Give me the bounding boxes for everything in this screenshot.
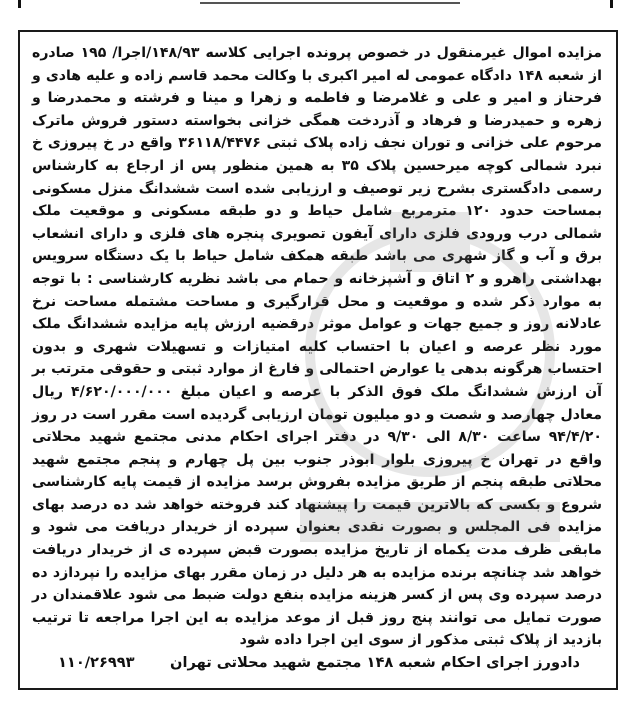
auction-notice [18,30,618,690]
previous-notice-fragment [200,0,460,4]
signature-line: دادورز اجرای احکام شعبه ۱۴۸ مجتمع شهید محلاتی تهران [170,654,580,671]
notice-body [32,42,602,652]
notice-paragraph: مزایده اموال غیرمنقول در خصوص پرونده اجرایی کلاسه ۱۴۸/۹۳/اجرا/ ۱۹۵ صادره از شعبه ۱۴۸ دادگاه عمومی له امیر اکبری با وکالت محمد قاسم زاده و علیه هادی و فرحناز و امیر و علی و غلامرضا و فاطمه و زهرا و مینا و فرشته و محمدرضا و زهره و حمیدرضا و فرهاد و آذردخت همگی خزانی بخواسته دستور فروش ماترک مرحوم علی خزانی و توران نجف زاده پلاک ثبتی ۳۶۱۱۸/۴۴۷۶ واقع در خ پیروزی خ نبرد شمالی کوچه میرحسین پلاک ۳۵ به همین منظور پس از ارجاع به کارشناس رسمی دادگستری بشرح زیر توصیف و ارزیابی شده است ششدانگ منزل مسکونی بمساحت حدود ۱۲۰ مترمربع شامل حیاط و دو طبقه مسکونی و موقعیت ملک شمالی درب ورودی فلزی دارای آیفون تصویری پنجره های فلزی و دارای انشعاب برق و آب و گاز شهری می باشد طبقه همکف شامل حیاط با یک دستگاه سرویس بهداشتی راهرو و ۲ اتاق و آشپزخانه و حمام می باشد نظریه کارشناسی : با توجه به موارد ذکر شده و موقعیت و محل قرارگیری و مساحت مشتمله مساحت نرخ عادلانه روز و جمیع جهات و عوامل موثر درقضیه ارزش پایه مزایده ششدانگ ملک مورد نظر عرصه و اعیان با احتساب کلیه امتیازات و تسهیلات شهری و بدون احتساب هرگونه بدهی یا عوارض احتمالی و فارغ از موارد ثبتی و حقوقی مترتب بر آن ارزش ششدانگ ملک فوق الذکر با عرصه و اعیان مبلغ ۴/۶۲۰/۰۰۰/۰۰۰ ریال معادل چهارصد و شصت و دو میلیون تومان ارزیابی گردیده است مقرر است در روز ۹۴/۴/۲۰ ساعت ۸/۳۰ الی ۹/۳۰ در دفتر اجرای احکام مدنی مجتمع شهید محلاتی واقع در تهران خ پیروزی بلوار ابوذر جنوب بین پل چهارم و پنجم مجتمع شهید محلاتی طبقه پنجم از طریق مزایده بفروش برسد مزایده از قیمت پایه کارشناسی شروع و بکسی که بالاترین قیمت را پیشنهاد کند فروخته خواهد شد ده درصد بهای مزایده فی المجلس و بصورت نقدی بعنوان سپرده از خریدار دریافت می شود و مابقی ظرف مدت یکماه از تاریخ مزایده بصورت قبض سپرده ی از خریدار دریافت خواهد شد چنانچه برنده مزایده به هر دلیل در زمان مقرر بهای مزایده را نپردازد ده درصد سپرده وی پس از کسر هزینه مزایده بنفع دولت ضبط می شود علاقمندان در صورت تمایل می توانند پنج روز قبل از موعد مزایده به این اجرا مراجعه تا ترتیب بازدید از پلاک ثبتی مذکور از سوی این اجرا داده شود [32,45,603,649]
notice-footer [32,652,602,674]
clipping-top-edge [18,0,613,8]
notice-code: ۱۱۰/۲۶۹۹۳ [58,654,135,671]
